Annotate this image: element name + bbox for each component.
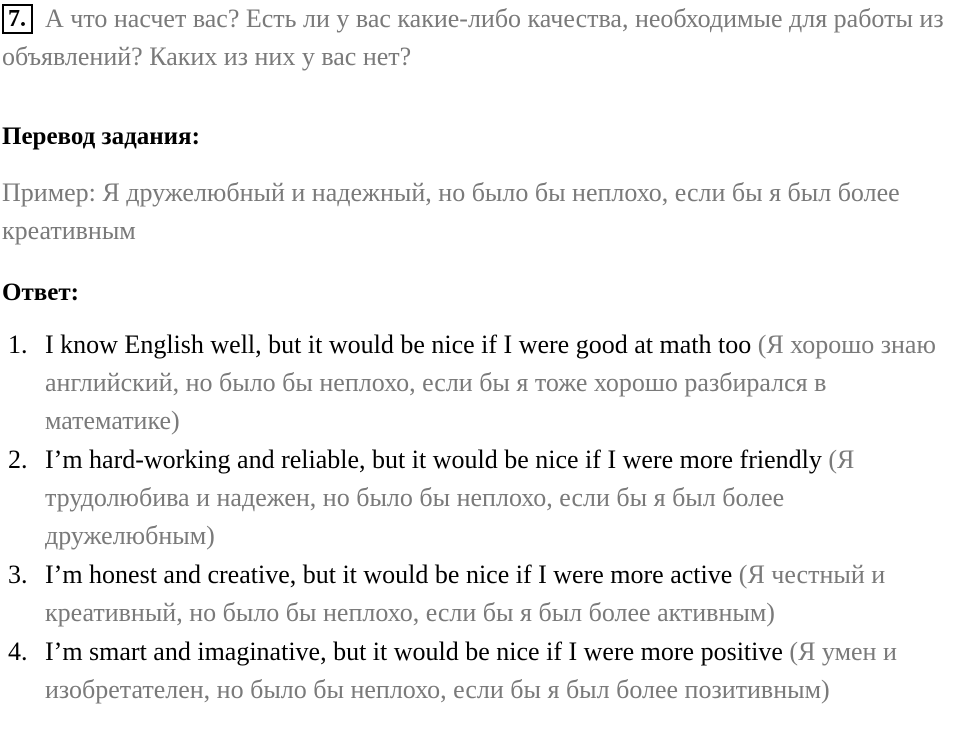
answer-russian: (Я трудолюбива и надежен, но было бы неплохо, если бы я был более дружелюбным) [45, 445, 855, 550]
answer-item [0, 326, 960, 440]
answer-number: 2. [8, 445, 28, 474]
answer-item [0, 633, 960, 709]
answer-number: 1. [8, 330, 28, 359]
answer-english: I’m hard-working and reliable, but it would be nice if I were more friendly [45, 445, 822, 474]
answer-item [0, 556, 960, 632]
answer-number: 4. [8, 637, 28, 666]
task-number-badge: 7. [2, 4, 33, 34]
answer-number: 3. [8, 560, 28, 589]
answer-list [0, 326, 960, 710]
answer-english: I’m smart and imaginative, but it would be nice if I were more positive [45, 637, 783, 666]
answer-russian: (Я умен и изобретателен, но было бы неплохо, если бы я был более позитивным) [45, 637, 897, 704]
answer-item [0, 441, 960, 555]
answer-english: I’m honest and creative, but it would be nice if I were more active [45, 560, 733, 589]
answer-russian: (Я хорошо знаю английский, но было бы неплохо, если бы я тоже хорошо разбирался в математике) [45, 330, 936, 435]
answer-english: I know English well, but it would be nice if I were good at math too [45, 330, 752, 359]
task-text: А что насчет вас? Есть ли у вас какие-либо качества, необходимые для работы из объявлений? Каких из них у вас нет? [2, 4, 944, 71]
answer-heading: Ответ: [2, 279, 79, 306]
task-statement [2, 0, 952, 76]
answer-russian: (Я честный и креативный, но было бы неплохо, если бы я был более активным) [45, 560, 886, 627]
translation-heading: Перевод задания: [2, 123, 200, 150]
translation-text: Пример: Я дружелюбный и надежный, но было бы неплохо, если бы я был более креативным [2, 178, 900, 245]
